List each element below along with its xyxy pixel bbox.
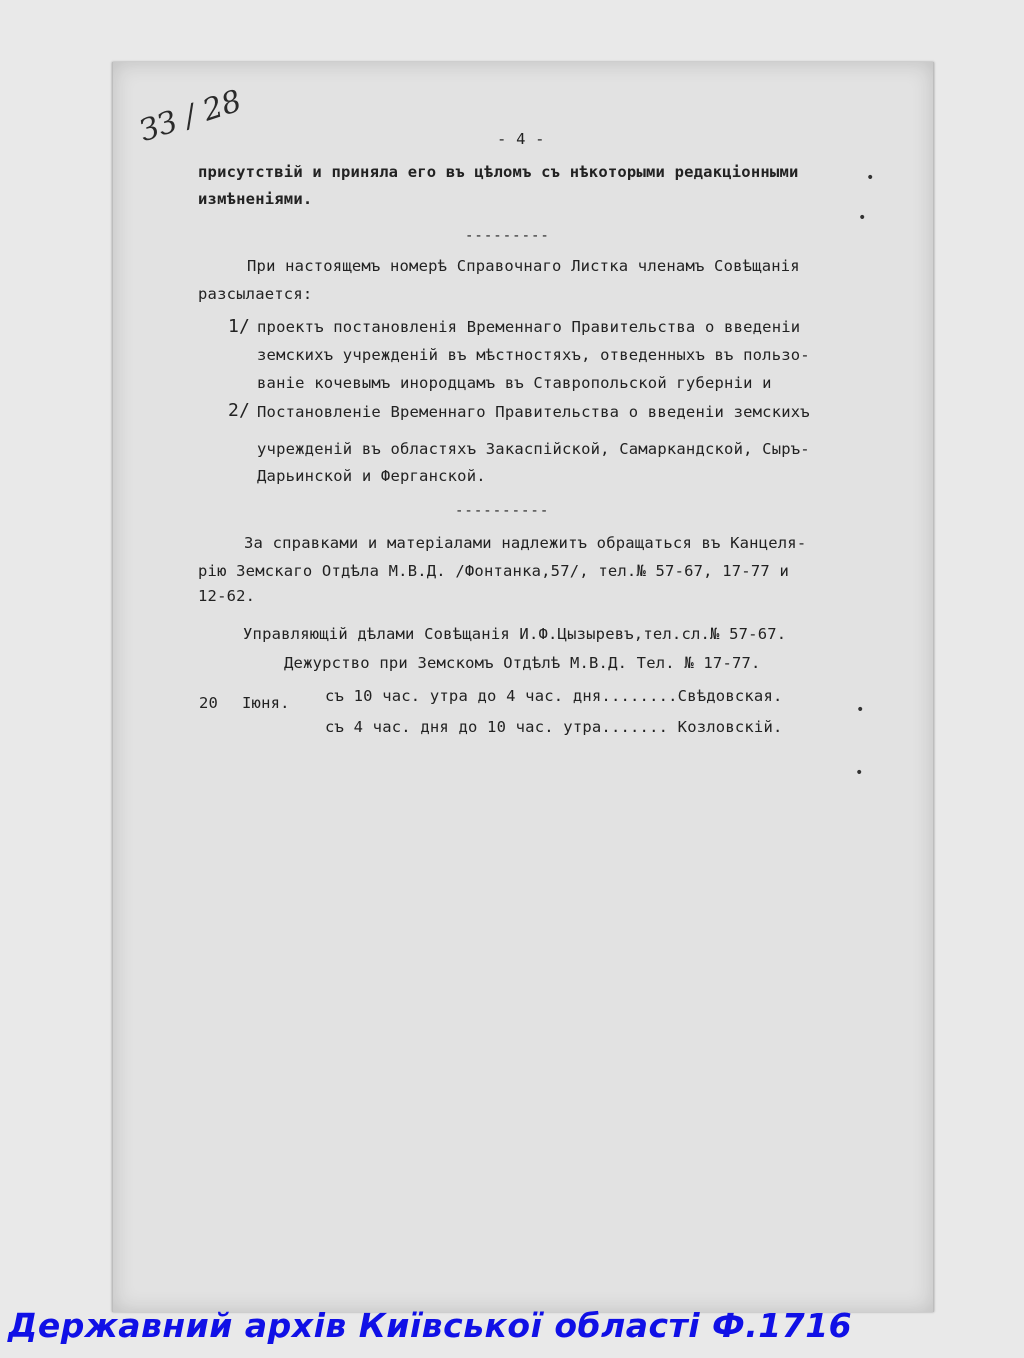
duty-shift-2: съ 4 час. дня до 10 час. утра....... Козловскій. [325,718,783,736]
item2-line-3: Дарьинской и Ферганской. [257,467,486,485]
edge-speck: • [866,170,875,186]
edge-speck: • [858,210,867,226]
para3-line-1: За справками и матеріалами надлежитъ обращаться въ Канцеля- [244,534,807,552]
archive-label: Державний архів Київської області Ф.1716 [8,1306,853,1345]
duty-date-month: Іюня. [242,694,290,712]
page-number: - 4 - [497,130,545,148]
item2-number: 2/ [228,400,251,421]
handwritten-archive-mark: ЗЗ / 28 [135,83,246,150]
para3-line-3: 12-62. [198,587,256,605]
edge-speck: • [856,702,865,718]
para2-line-1: При настоящемъ номерѣ Справочнаго Листка членамъ Совѣщанія [247,257,800,275]
item2-line-1: Постановленіе Временнаго Правительства о введеніи земскихъ [257,403,810,421]
item1-line-1: проектъ постановленія Временнаго Правительства о введеніи [257,318,801,336]
item1-line-3: ваніе кочевымъ инородцамъ въ Ставропольской губерніи и [257,374,772,392]
separator-1: --------- [465,228,550,244]
para1-line-1: присутствій и приняла его въ цѣломъ съ нѣкоторыми редакціонными [198,163,799,181]
manager-line: Управляющій дѣлами Совѣщанія И.Ф.Цызыревъ,тел.сл.№ 57-67. [243,625,787,643]
item2-line-2: учрежденій въ областяхъ Закаспійской, Самаркандской, Сыръ- [257,440,810,458]
para2-line-2: разсылается: [198,285,313,303]
edge-speck: • [855,765,864,781]
duty-line: Дежурство при Земскомъ Отдѣлѣ М.В.Д. Тел. № 17-77. [284,654,761,672]
separator-2: ---------- [455,503,550,519]
duty-shift-1: съ 10 час. утра до 4 час. дня........Свѣдовская. [325,687,783,705]
duty-date-day: 20 [199,694,219,712]
para1-line-2: измѣненіями. [198,190,313,208]
para3-line-2: рію Земскаго Отдѣла М.В.Д. /Фонтанка,57/, тел.№ 57-67, 17-77 и [198,562,789,580]
item1-line-2: земскихъ учрежденій въ мѣстностяхъ, отведенныхъ въ пользо- [257,346,810,364]
item1-number: 1/ [228,316,251,337]
